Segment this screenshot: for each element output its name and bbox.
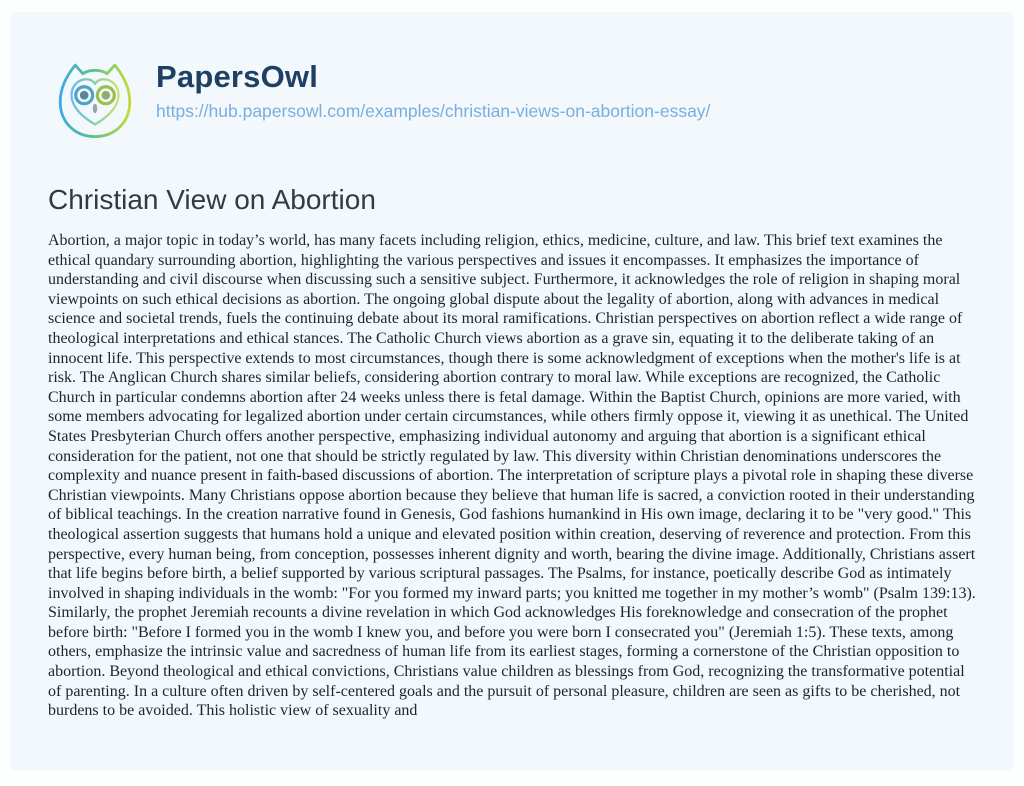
- page-title: Christian View on Abortion: [48, 184, 376, 215]
- brand-block: [156, 52, 710, 122]
- source-url-link[interactable]: https://hub.papersowl.com/examples/christian-views-on-abortion-essay/: [156, 101, 711, 122]
- owl-logo-icon: [48, 52, 142, 146]
- essay-body-text: Abortion, a major topic in today’s world, has many facets including religion, ethics, medicine, culture, and law. This brief text examines the ethical quandary surrounding abortion, highlighting the various perspectives and issues it encompasses. It emphasizes the importance of understanding and civil discourse when discussing such a sensitive subject. Furthermore, it acknowledges the role of religion in shaping moral viewpoints on such ethical decisions as abortion. The ongoing global dispute about the legality of abortion, along with advances in medical science and societal trends, fuels the continuing debate about its moral ramifications. Christian perspectives on abortion reflect a wide range of theological interpretations and ethical stances. The Catholic Church views abortion as a grave sin, equating it to the deliberate taking of an innocent life. This perspective extends to most circumstances, though there is some acknowledgment of exceptions when the mother's life is at risk. The Anglican Church shares similar beliefs, considering abortion contrary to moral law. While exceptions are recognized, the Catholic Church in particular condemns abortion after 24 weeks unless there is fetal damage. Within the Baptist Church, opinions are more varied, with some members advocating for legalized abortion under certain circumstances, while others firmly oppose it, viewing it as unethical. The United States Presbyterian Church offers another perspective, emphasizing individual autonomy and arguing that abortion is a significant ethical consideration for the patient, not one that should be strictly regulated by law. This diversity within Christian denominations underscores the complexity and nuance present in faith-based discussions of abortion. The interpretation of scripture plays a pivotal role in shaping these diverse Christian viewpoints. Many Christians oppose abortion because they believe that human life is sacred, a conviction rooted in their understanding of biblical teachings. In the creation narrative found in Genesis, God fashions humankind in His own image, declaring it to be "very good." This theological assertion suggests that humans hold a unique and elevated position within creation, deserving of reverence and protection. From this perspective, every human being, from conception, possesses inherent dignity and worth, bearing the divine image. Additionally, Christians assert that life begins before birth, a belief supported by various scriptural passages. The Psalms, for instance, poetically describe God as intimately involved in shaping individuals in the womb: "For you formed my inward parts; you knitted me together in my mother’s womb" (Psalm 139:13). Similarly, the prophet Jeremiah recounts a divine revelation in which God acknowledges His foreknowledge and consecration of the prophet before birth: "Before I formed you in the womb I knew you, and before you were born I consecrated you" (Jeremiah 1:5). These texts, among others, emphasize the intrinsic value and sacredness of human life from its earliest stages, forming a cornerstone of the Christian opposition to abortion. Beyond theological and ethical convictions, Christians value children as blessings from God, recognizing the transformative potential of parenting. In a culture often driven by self-centered goals and the pursuit of personal pleasure, children are seen as gifts to be cherished, not burdens to be avoided. This holistic view of sexuality and: [48, 232, 976, 720]
- essay-page-card: [10, 12, 1014, 770]
- site-header: [48, 52, 978, 160]
- brand-name: PapersOwl: [156, 59, 319, 94]
